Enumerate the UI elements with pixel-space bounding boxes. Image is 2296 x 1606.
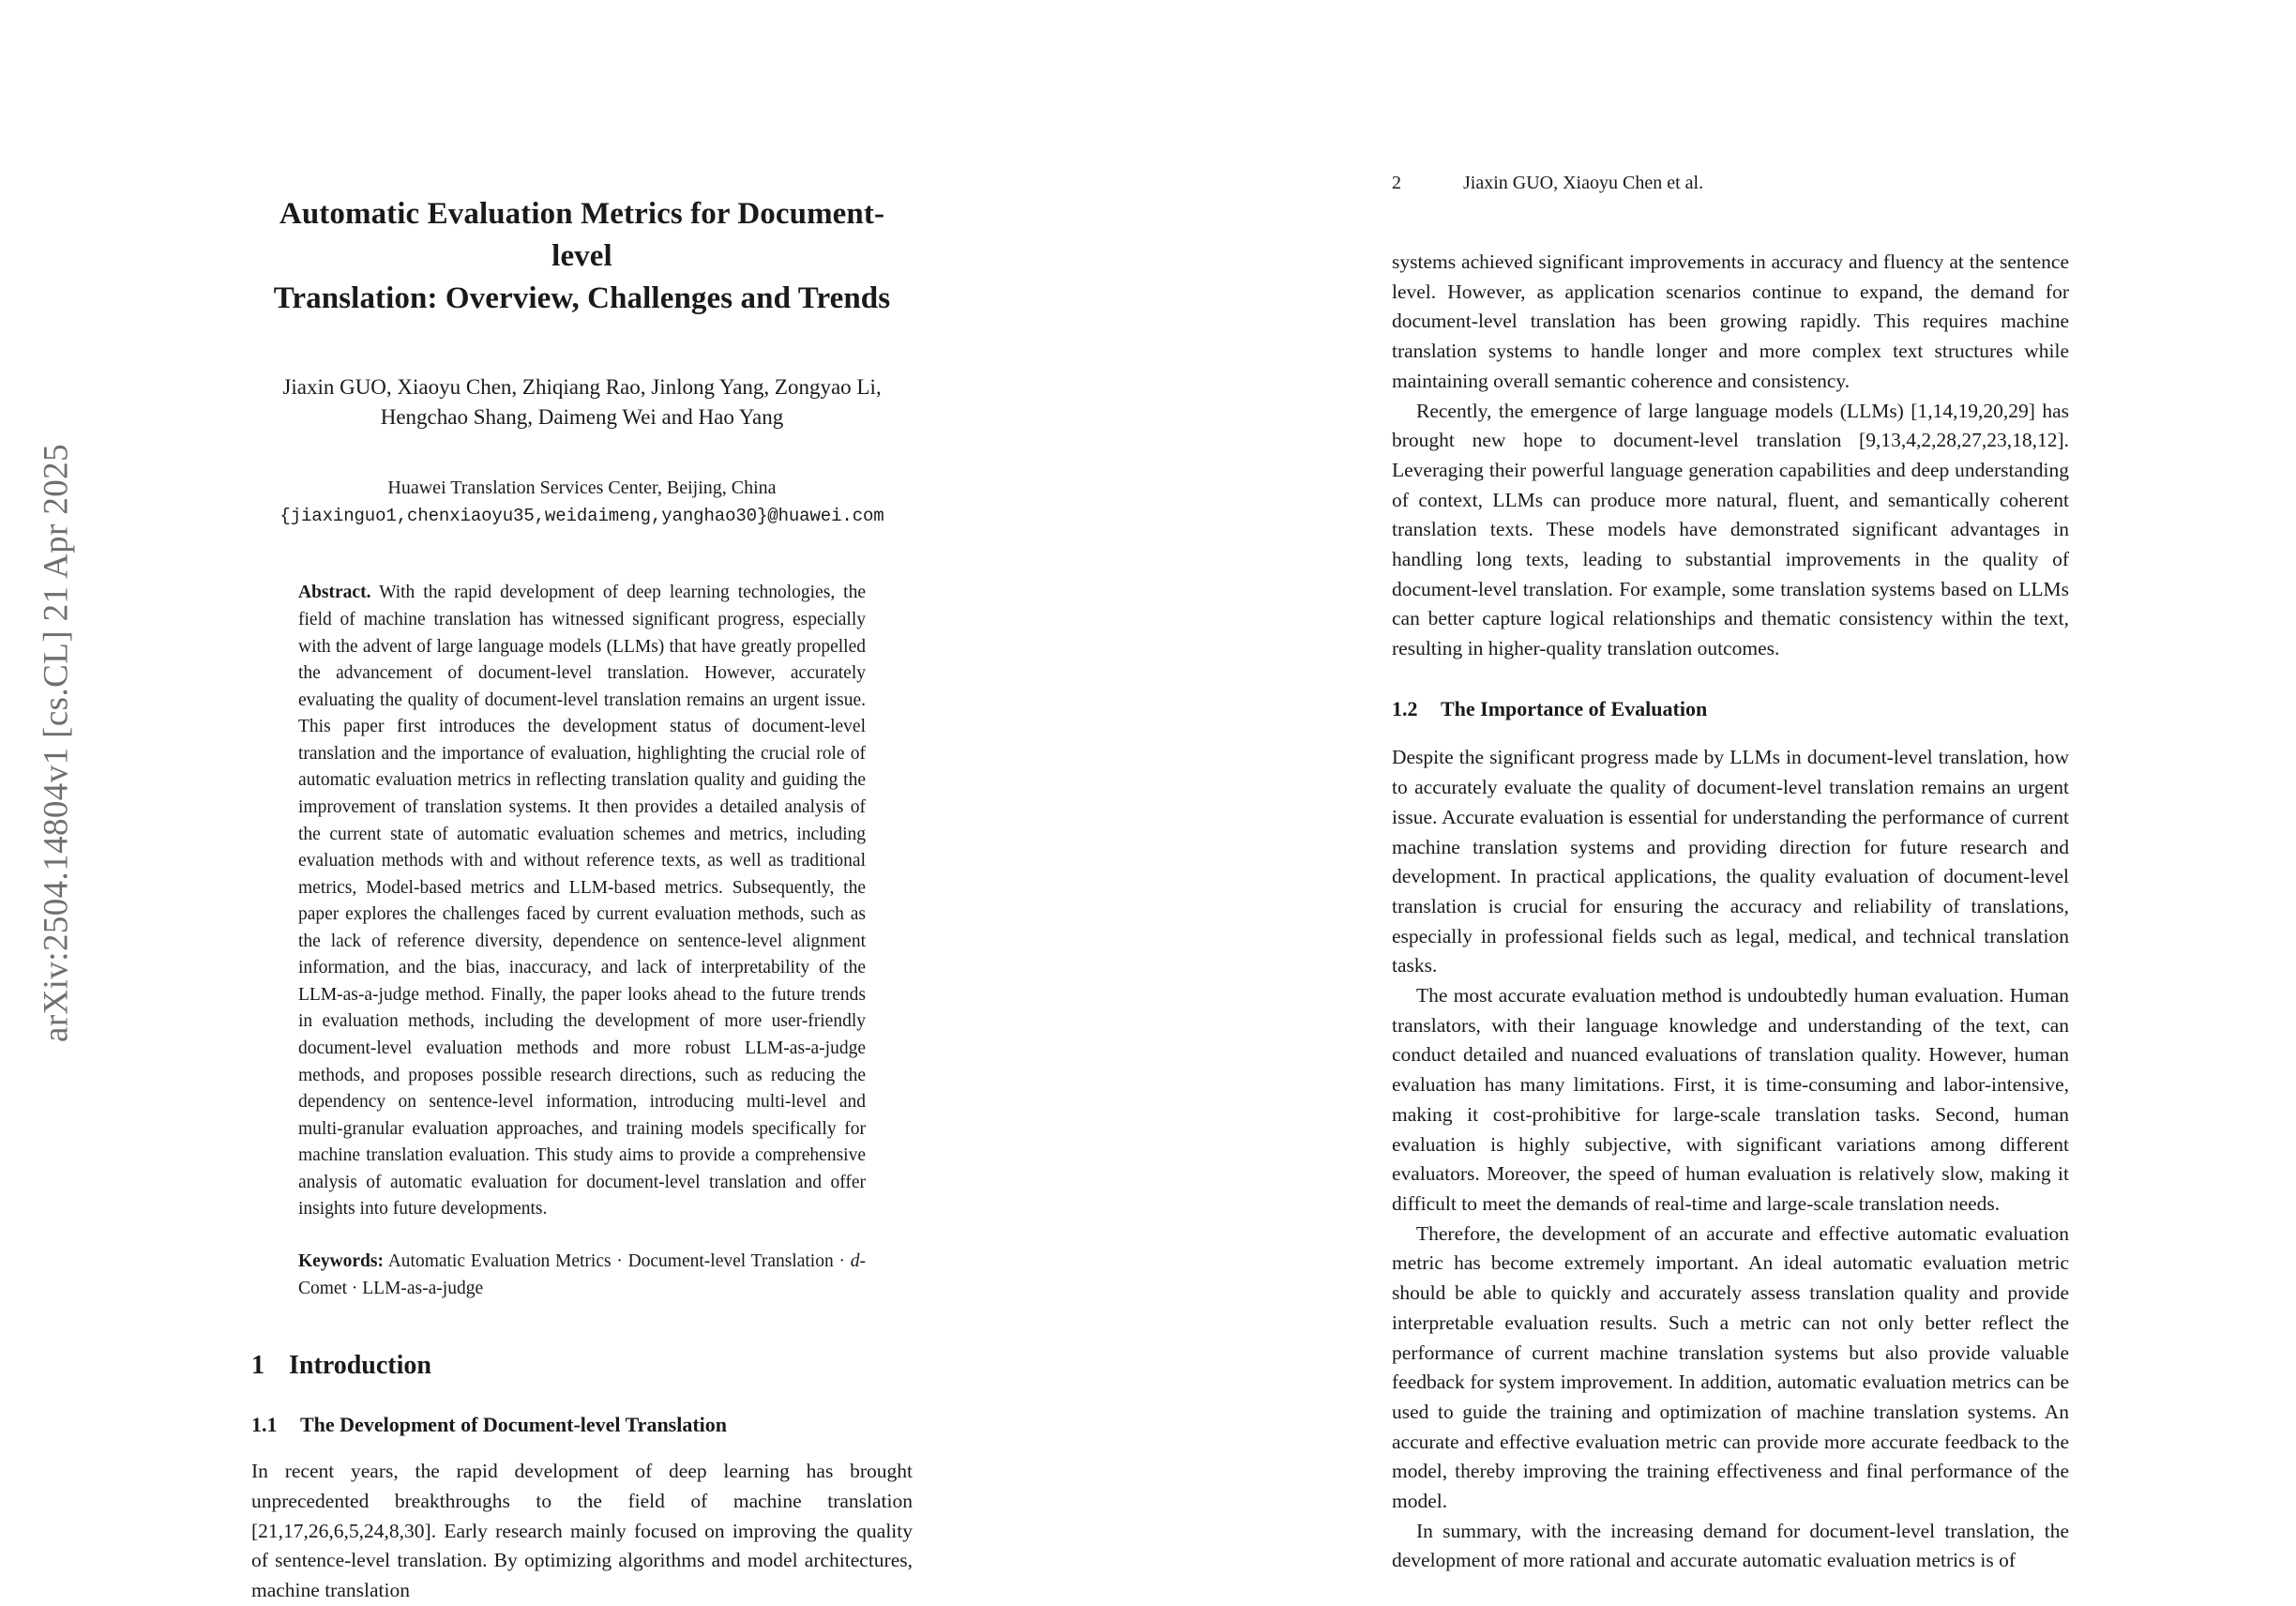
subsection-number: 1.2 xyxy=(1392,696,1418,720)
author-list xyxy=(251,372,913,433)
running-title: Jiaxin GUO, Xiaoyu Chen et al. xyxy=(1463,173,1704,193)
arxiv-stamp xyxy=(0,0,113,1486)
paragraph: Therefore, the development of an accurate and effective automatic evaluation metric has become extremely important. An ideal automatic evaluation metric should be able to quickly and accurately assess translation quality and provide interpretable evaluation results. Such a metric can not only better reflect the performance of current machine translation systems but also provide valuable feedback for system improvement. In addition, automatic evaluation metrics can be used to guide the training and optimization of machine translation systems. An accurate and effective evaluation metric can provide more accurate feedback to the model, thereby improving the training effectiveness and final performance of the model. xyxy=(1392,1221,2069,1513)
author-line-1: Jiaxin GUO, Xiaoyu Chen, Zhiqiang Rao, Jinlong Yang, Zongyao Li, xyxy=(282,374,882,399)
right-column xyxy=(1392,171,2069,1576)
affiliation-organization: Huawei Translation Services Center, Beijing, China xyxy=(387,477,777,498)
subsection-heading-1-1 xyxy=(251,1412,913,1439)
subsection-title: The Development of Document-level Translation xyxy=(300,1412,728,1436)
subsection-heading-1-2 xyxy=(1392,696,2069,723)
paper-title-line-2: Translation: Overview, Challenges and Trends xyxy=(273,280,891,315)
keywords-text-part-1: Automatic Evaluation Metrics · Document-level Translation · xyxy=(387,1250,851,1271)
paragraph: In recent years, the rapid development of deep learning has brought unprecedented breakthroughs to the field of machine translation [21,17,26,6,5,24,8,30]. Early research mainly focused on improving the quality of sentence-level translation. By optimizing algorithms and model architectures, machine translation xyxy=(251,1460,913,1601)
abstract-text: With the rapid development of deep learning technologies, the field of machine translation has witnessed significant progress, especially with the advent of large language models (LLMs) that have greatly propelled the advancement of document-level translation. However, accurately evaluating the quality of document-level translation remains an urgent issue. This paper first introduces the development status of document-level translation and the importance of evaluation, highlighting the crucial role of automatic evaluation metrics in reflecting translation quality and guiding the improvement of translation systems. It then provides a detailed analysis of the current state of automatic evaluation schemes and metrics, including evaluation methods with and without reference texts, as well as traditional metrics, Model-based metrics and LLM-based metrics. Subsequently, the paper explores the challenges faced by current evaluation methods, such as the lack of reference diversity, dependence on sentence-level alignment information, and the bias, inaccuracy, and lack of interpretability of the LLM-as-a-judge method. Finally, the paper looks ahead to the future trends in evaluation methods, including the development of more user-friendly document-level evaluation methods and more robust LLM-as-a-judge methods, and proposes possible research directions, such as reducing the dependency on sentence-level information, introducing multi-level and multi-granular evaluation approaches, and training models specifically for machine translation evaluation. This study aims to provide a comprehensive analysis of automatic evaluation for document-level translation and offer insights into future developments. xyxy=(298,583,866,1220)
section-title: Introduction xyxy=(289,1351,431,1381)
section-heading-introduction xyxy=(251,1349,913,1383)
keywords-block xyxy=(251,1249,913,1302)
page-running-head xyxy=(1392,171,2069,195)
keywords-italic-term: d xyxy=(850,1250,860,1271)
paragraph: The most accurate evaluation method is undoubtedly human evaluation. Human translators, with their language knowledge and understanding of the text, can conduct detailed and nuanced evaluations of translation quality. However, human evaluation has many limitations. First, it is time-consuming and labor-intensive, making it cost-prohibitive for large-scale translation tasks. Second, human evaluation is highly subjective, with significant variations among different evaluators. Moreover, the speed of human evaluation is relatively slow, making it difficult to meet the demands of real-time and large-scale translation needs. xyxy=(1392,984,2069,1215)
abstract-label: Abstract. xyxy=(298,583,371,603)
affiliation-email: {jiaxinguo1,chenxiaoyu35,weidaimeng,yanghao30}@huawei.com xyxy=(279,505,884,526)
paper-title-line-1: Automatic Evaluation Metrics for Document-level xyxy=(279,197,885,273)
author-line-2: Hengchao Shang, Daimeng Wei and Hao Yang xyxy=(380,405,784,430)
affiliation-block xyxy=(251,475,913,530)
arxiv-stamp-text: arXiv:2504.14804v1 [cs.CL] 21 Apr 2025 xyxy=(37,444,76,1042)
keywords-text-part-2: -Comet · LLM-as-a-judge xyxy=(298,1250,866,1298)
paragraph: Recently, the emergence of large language models (LLMs) [1,14,19,20,29] has brought new hope to document-level translation [9,13,4,2,28,27,23,18,12]. Leveraging their powerful language generation capabilities and deep understanding of context, LLMs can produce more natural, fluent, and semantically coherent translation texts. These models have demonstrated significant advantages in handling long texts, leading to substantial improvements in the quality of document-level translation. For example, some translation systems based on LLMs can better capture logical relationships and thematic consistency within the text, resulting in higher-quality translation outcomes. xyxy=(1392,399,2069,660)
keywords-label: Keywords: xyxy=(298,1250,384,1271)
subsection-title: The Importance of Evaluation xyxy=(1441,696,1708,720)
subsection-number: 1.1 xyxy=(251,1412,278,1436)
abstract-block xyxy=(251,580,913,1223)
paragraph: In summary, with the increasing demand for document-level translation, the development of more rational and accurate automatic evaluation metrics is of xyxy=(1392,1519,2069,1572)
section-number: 1 xyxy=(251,1351,264,1381)
left-column xyxy=(251,193,913,1606)
page-number: 2 xyxy=(1392,173,1401,193)
paragraph: Despite the significant progress made by LLMs in document-level translation, how to accurately evaluate the quality of document-level translation remains an urgent issue. Accurate evaluation is essential for understanding the performance of current machine translation systems and providing direction for future research and development. In practical applications, the quality evaluation of document-level translation is crucial for ensuring the accuracy and reliability of translations, especially in professional fields such as legal, medical, and technical translation tasks. xyxy=(1392,746,2069,977)
paper-title xyxy=(251,193,913,320)
paragraph: systems achieved significant improvements in accuracy and fluency at the sentence level. However, as application scenarios continue to expand, the demand for document-level translation has been growing rapidly. This requires machine translation systems to handle longer and more complex text structures while maintaining overall semantic coherence and consistency. xyxy=(1392,250,2069,392)
